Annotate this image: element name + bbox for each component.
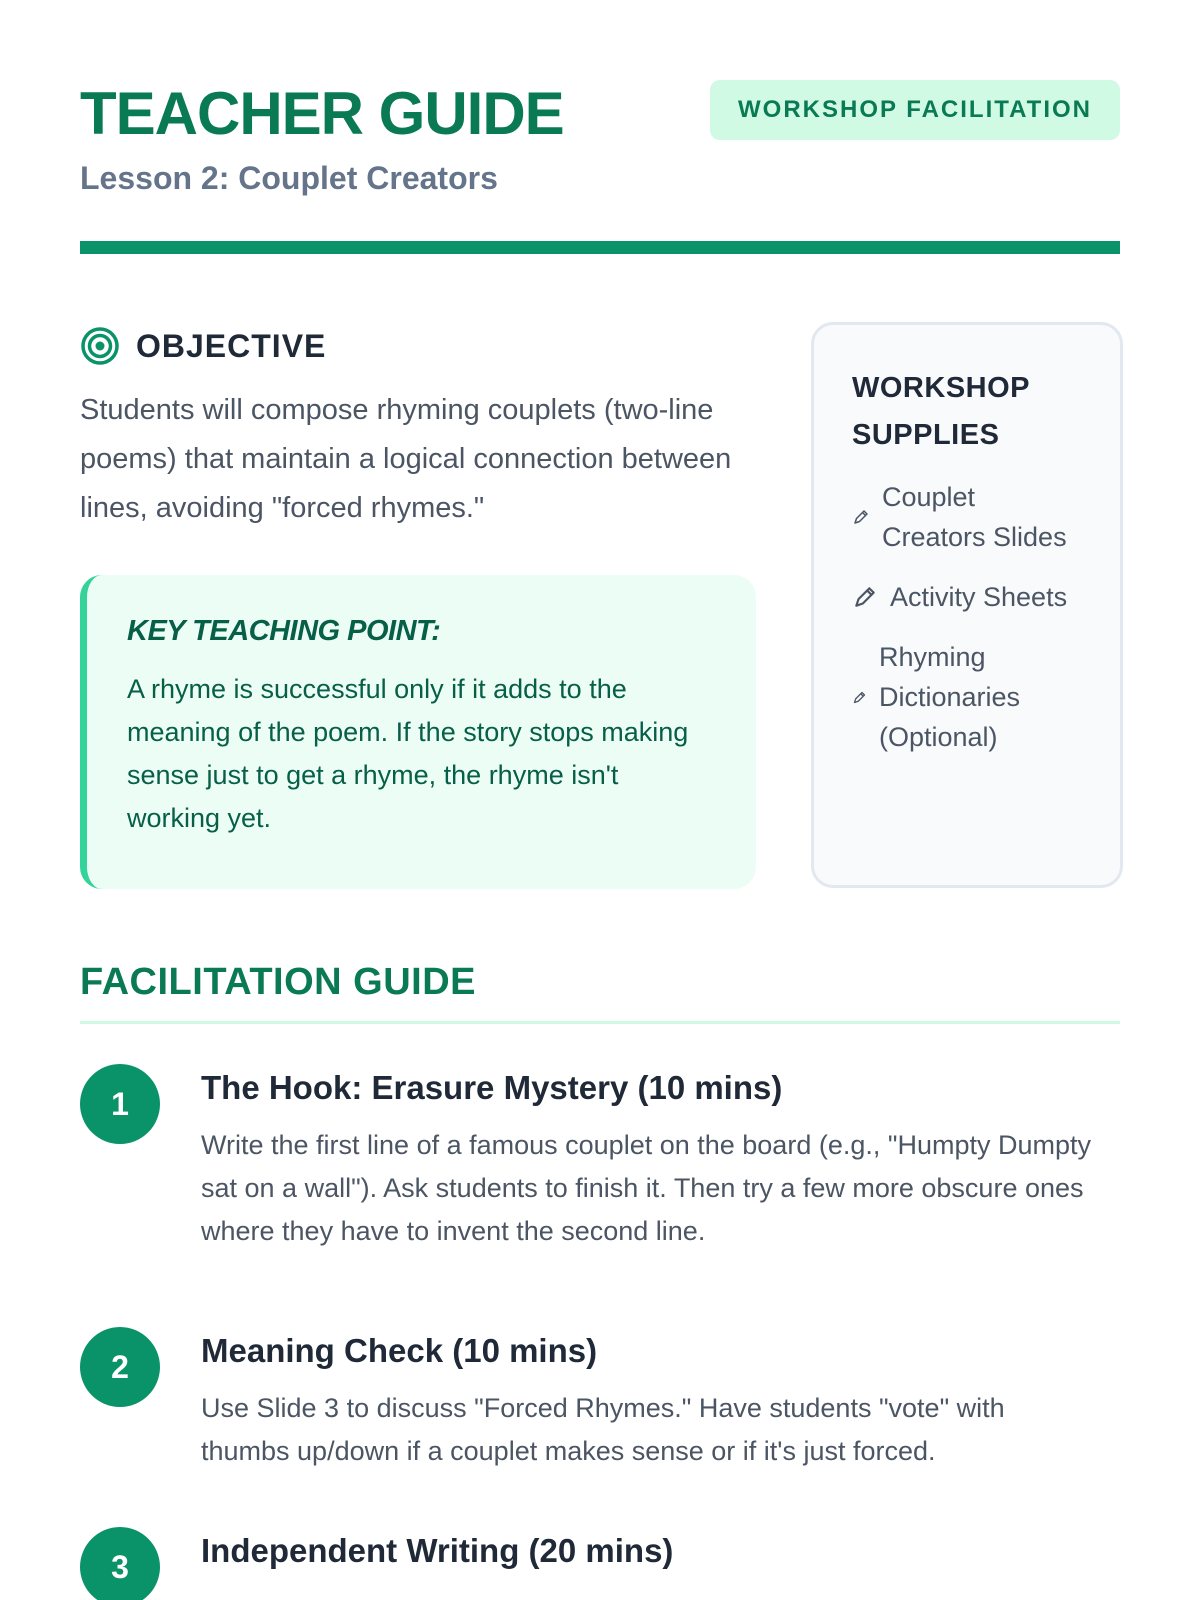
step-number-badge: 2 [80, 1327, 160, 1407]
workshop-badge: WORKSHOP FACILITATION [710, 80, 1120, 140]
step-number-badge: 1 [80, 1064, 160, 1144]
supply-item [852, 477, 1082, 557]
step-description: Write the first line of a famous couplet on the board (e.g., "Humpty Dumpty sat on a wall"). Ask students to finish it. Then try a few more obscure ones where they have to invent the second line. [201, 1130, 1091, 1246]
supplies-title: WORKSHOP SUPPLIES [852, 372, 1030, 451]
step-description: Use Slide 3 to discuss "Forced Rhymes." Have students "vote" with thumbs up/down if a couplet makes sense or if it's just forced. [201, 1393, 1005, 1466]
key-point-title: KEY TEACHING POINT: [127, 615, 441, 647]
lesson-subtitle: Lesson 2: Couplet Creators [80, 160, 498, 196]
step-number-badge: 3 [80, 1527, 160, 1600]
facilitation-divider [80, 1021, 1120, 1024]
objective-heading: OBJECTIVE [136, 327, 327, 364]
key-teaching-point-callout [80, 575, 756, 889]
pencil-icon [852, 508, 870, 526]
page-title: TEACHER GUIDE [80, 80, 564, 147]
pencil-icon [852, 690, 867, 705]
supply-label: Rhyming Dictionaries (Optional) [879, 642, 1021, 752]
objective-header [80, 318, 760, 374]
target-icon [80, 326, 120, 366]
supply-label: Couplet Creators Slides [882, 482, 1067, 552]
objective-section [80, 318, 760, 533]
step-title: The Hook: Erasure Mystery (10 mins) [201, 1069, 783, 1106]
pencil-icon [852, 584, 878, 610]
supply-item [852, 577, 1082, 617]
supplies-card [811, 322, 1123, 888]
header-divider [80, 241, 1120, 254]
step-title: Independent Writing (20 mins) [201, 1532, 674, 1569]
supply-item [852, 637, 1082, 757]
supply-label: Activity Sheets [890, 582, 1068, 612]
facilitation-guide-title: FACILITATION GUIDE [80, 961, 477, 1003]
key-point-body: A rhyme is successful only if it adds to the meaning of the poem. If the story stops making sense just to get a rhyme, the rhyme isn't working yet. [127, 674, 689, 833]
objective-text: Students will compose rhyming couplets (two-line poems) that maintain a logical connection between lines, avoiding "forced rhymes." [80, 394, 732, 524]
step-title: Meaning Check (10 mins) [201, 1332, 598, 1369]
